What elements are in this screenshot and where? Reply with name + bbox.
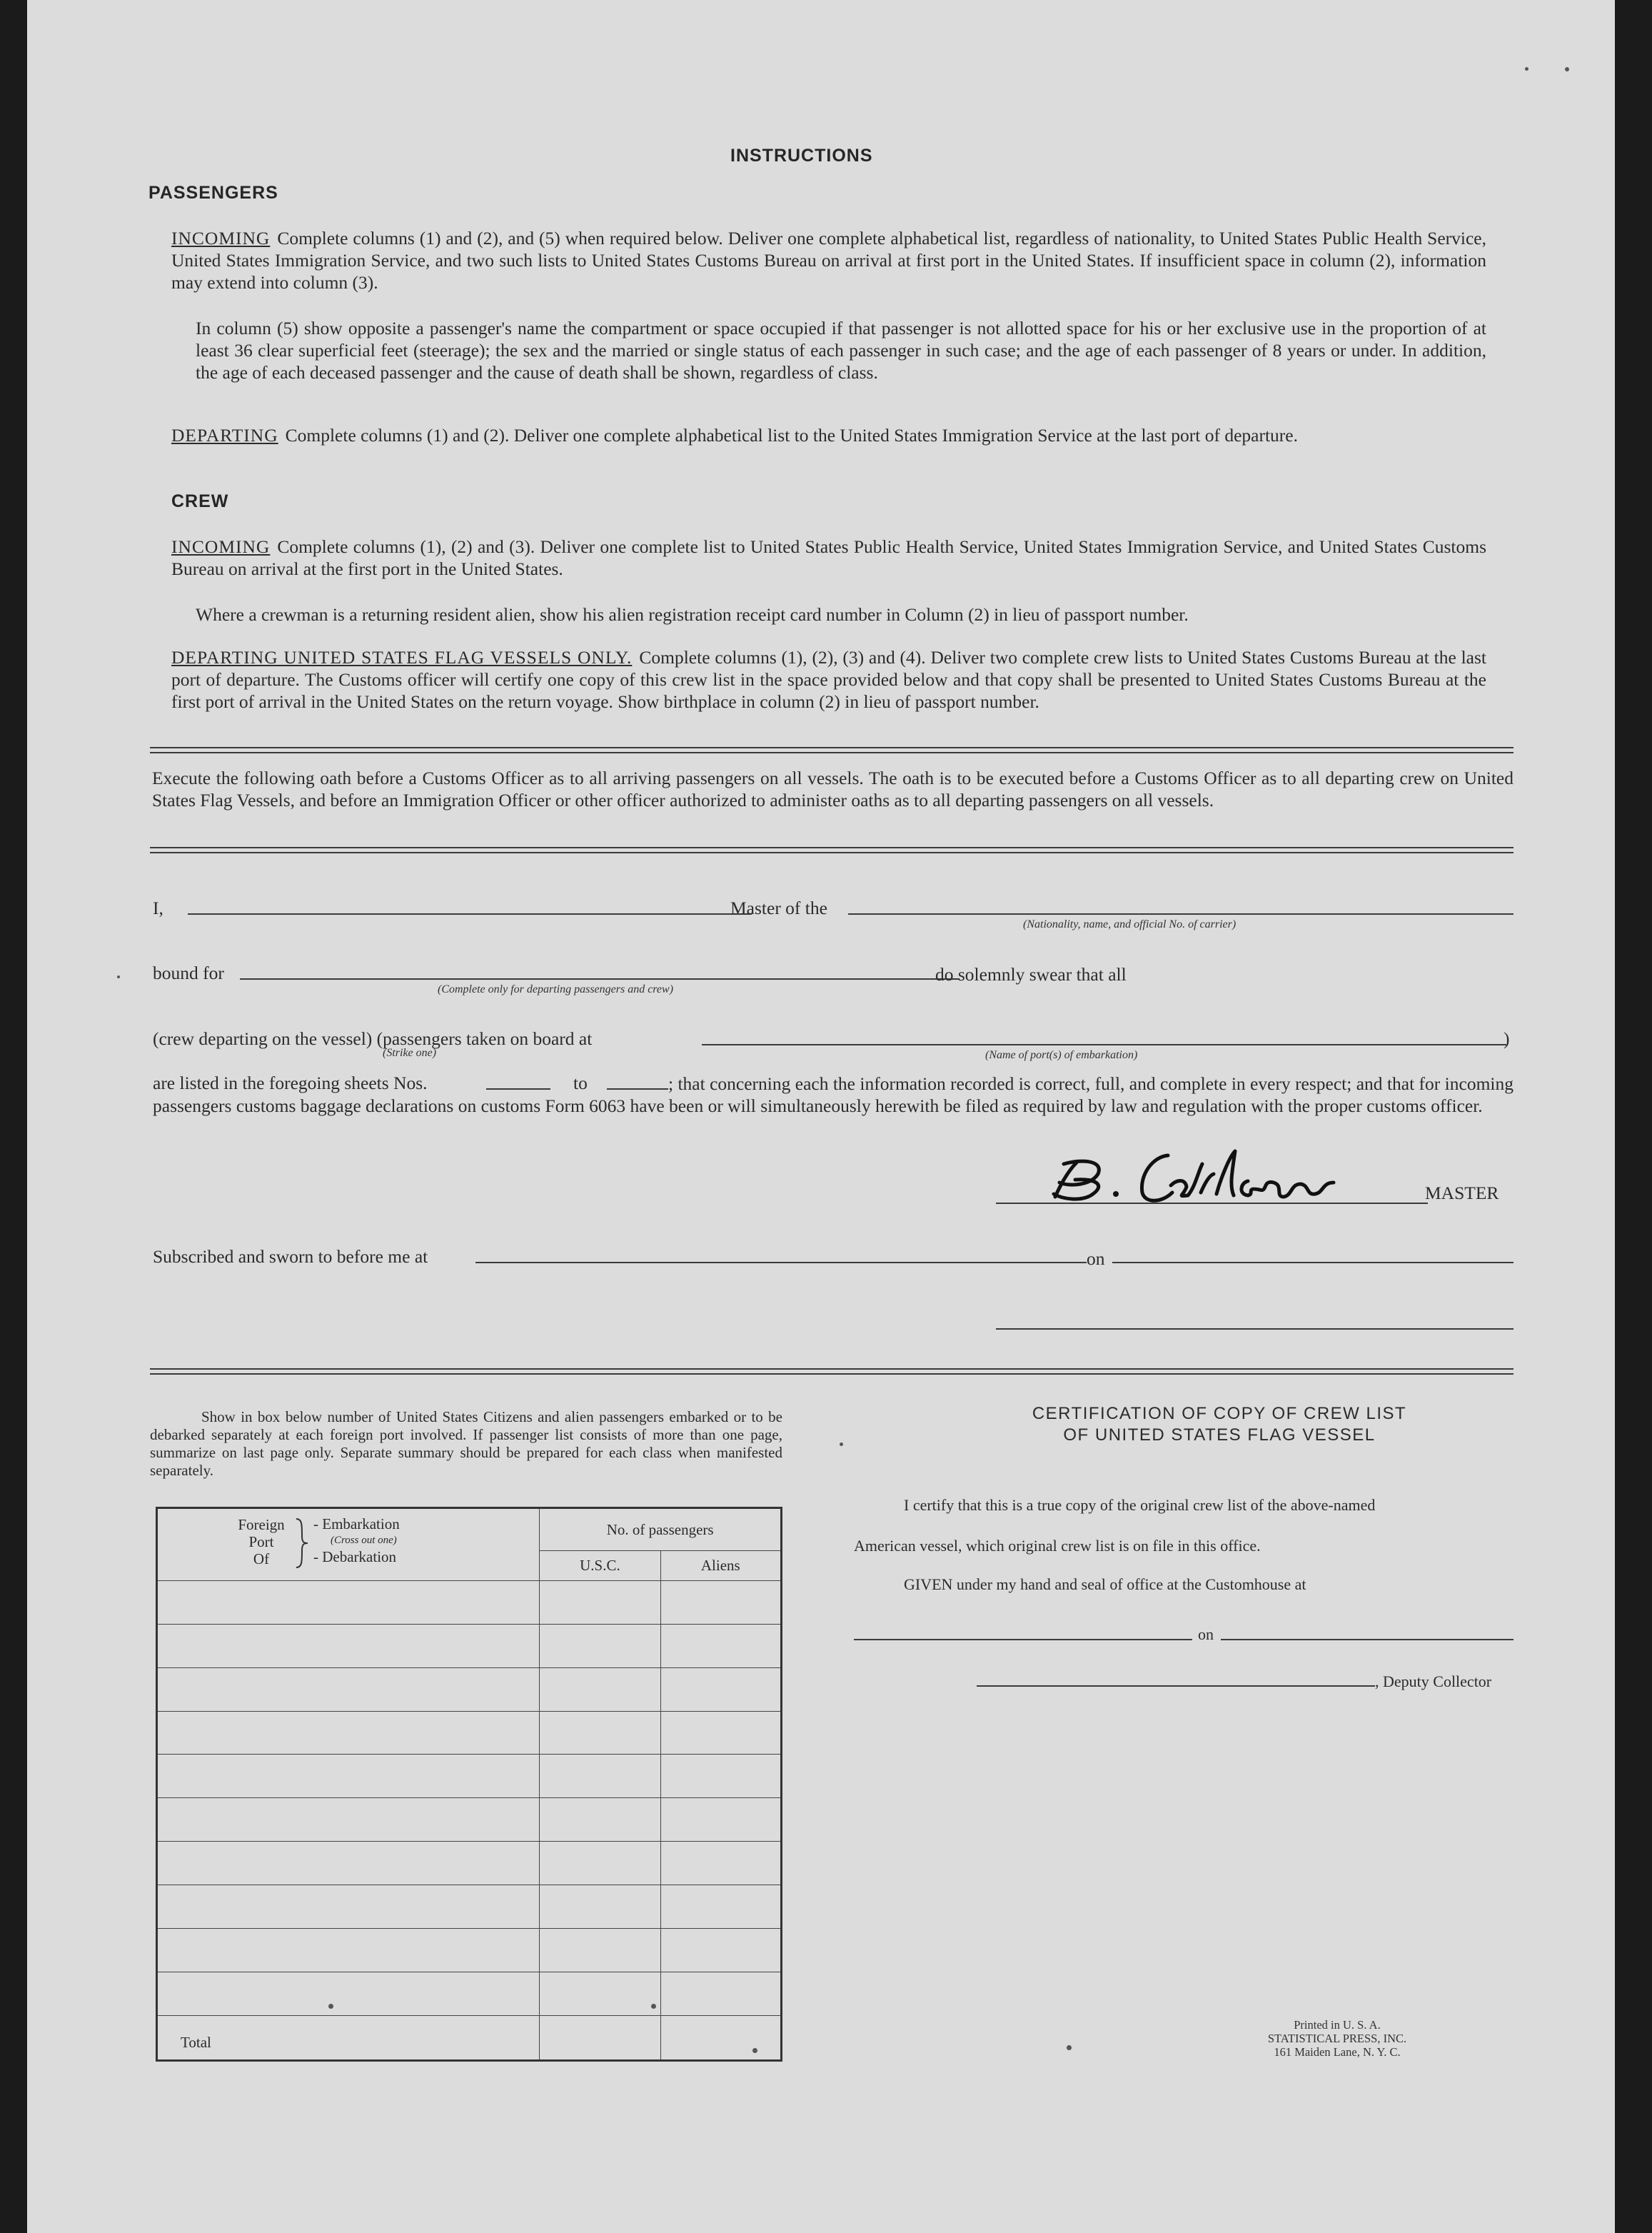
brace-icon (293, 1517, 309, 1569)
customhouse-field[interactable] (854, 1639, 1192, 1640)
crew-incoming-text: Complete columns (1), (2) and (3). Deliver one complete list to United States Public Health Service, United States Immigration Service, and United States Customs Bureau on arrival at the first port in the United States. (171, 536, 1486, 579)
certification-line-1: I certify that this is a true copy of the original crew list of the above-named (904, 1496, 1376, 1514)
table-row (157, 1928, 782, 1972)
passengers-incoming-label: INCOMING (171, 228, 271, 249)
scan-speck (651, 2004, 656, 2009)
printer-line-1: Printed in U. S. A. (1294, 2018, 1381, 2032)
port-cell[interactable] (157, 1755, 540, 1798)
passengers-incoming-text: Complete columns (1) and (2), and (5) when required below. Deliver one complete alphabetical list, regardless of nationality, to United States Public Health Service, United States Immigration Service, and two such lists to United States Customs Bureau on arrival at first port in the United States. If insufficient space in column (2), information may extend into column (3). (171, 228, 1486, 293)
section-divider (150, 747, 1514, 753)
usc-cell[interactable] (540, 1624, 660, 1667)
table-row (157, 1624, 782, 1667)
scan-speck (752, 2048, 757, 2053)
usc-cell[interactable] (540, 1755, 660, 1798)
certification-line-3: GIVEN under my hand and seal of office at the Customhouse at (904, 1575, 1306, 1593)
summary-note: Show in box below number of United States Citizens and alien passengers embarked or to be debarked separately at each foreign port involved. If passenger list consists of more than one page, summarize on last page only. Separate summary should be prepared for each class when manifested separately. (150, 1408, 782, 1479)
crew-departing-label: (crew departing on the vessel) (passengers taken on board at (153, 1028, 593, 1049)
no-passengers-header: No. of passengers (540, 1508, 782, 1551)
aliens-cell[interactable] (660, 1972, 781, 2015)
table-row (157, 1972, 782, 2015)
sheets-label: are listed in the foregoing sheets Nos. (153, 1073, 428, 1093)
bound-for-hint: (Complete only for departing passengers and crew) (438, 983, 674, 995)
certification-heading-1: CERTIFICATION OF COPY OF CREW LIST (1032, 1404, 1407, 1423)
master-of-the-label: Master of the (730, 898, 827, 918)
column5-paragraph: In column (5) show opposite a passenger's name the compartment or space occupied if that passenger is not allotted space for his or her exclusive use in the proportion of at least 36 clear superficial feet (steerage); the sex and the married or single status of each passenger in such case; and the age of each passenger of 8 years or under. In addition, the age of each deceased passenger and the cause of death shall be shown, regardless of class. (196, 318, 1486, 383)
aliens-cell[interactable] (660, 1885, 781, 1929)
foreign-port-header (157, 1508, 540, 1581)
port-label: Port (248, 1533, 274, 1550)
crew-incoming-label: INCOMING (171, 536, 271, 557)
close-paren: ) (1504, 1028, 1510, 1049)
flag-vessels-label: DEPARTING UNITED STATES FLAG VESSELS ONLY. (171, 647, 633, 668)
port-cell[interactable] (157, 1842, 540, 1885)
port-hint: (Name of port(s) of embarkation) (985, 1049, 1138, 1061)
sworn-date-field[interactable] (1112, 1262, 1514, 1263)
sheets-statement: ; that concerning each the information recorded is correct, full, and complete in every respect; and that for incoming passengers customs baggage declarations on customs Form 6063 have been or will simultaneously herewith be filed as required by law and regulation with the proper customs officer. (153, 1073, 1514, 1116)
scan-speck (1067, 2045, 1072, 2050)
crewman-paragraph: Where a crewman is a returning resident alien, show his alien registration receipt card number in Column (2) in lieu of passport number. (196, 604, 1189, 625)
cross-out-hint: (Cross out one) (331, 1535, 397, 1546)
officer-signature-line[interactable] (996, 1328, 1514, 1330)
scan-speck (840, 1442, 843, 1446)
deputy-collector-label: , Deputy Collector (1375, 1672, 1492, 1690)
usc-cell[interactable] (540, 1798, 660, 1842)
table-row (157, 1755, 782, 1798)
section-divider (150, 1368, 1514, 1375)
printer-imprint (1241, 2018, 1434, 2059)
usc-cell[interactable] (540, 1972, 660, 2015)
aliens-cell[interactable] (660, 1842, 781, 1885)
usc-cell[interactable] (540, 1581, 660, 1625)
port-cell[interactable] (157, 1885, 540, 1929)
certification-line-2: American vessel, which original crew list is on file in this office. (854, 1537, 1261, 1555)
form-sheet (27, 0, 1615, 2233)
crew-incoming-paragraph (171, 536, 1486, 580)
bound-for-label: bound for (153, 963, 224, 983)
port-cell[interactable] (157, 1928, 540, 1972)
port-cell[interactable] (157, 1798, 540, 1842)
aliens-cell[interactable] (660, 1798, 781, 1842)
aliens-cell[interactable] (660, 1581, 781, 1625)
passengers-heading: PASSENGERS (148, 183, 278, 203)
strike-one-hint: (Strike one) (383, 1047, 437, 1059)
scan-speck (328, 2004, 333, 2009)
usc-header: U.S.C. (540, 1551, 660, 1581)
printer-line-3: 161 Maiden Lane, N. Y. C. (1274, 2045, 1401, 2059)
scan-speck (1565, 67, 1569, 71)
carrier-field[interactable] (848, 913, 1514, 915)
certification-date-field[interactable] (1221, 1639, 1514, 1640)
printer-line-2: STATISTICAL PRESS, INC. (1267, 2032, 1407, 2045)
instructions-title: INSTRUCTIONS (730, 146, 873, 166)
flag-vessels-text: Complete columns (1), (2), (3) and (4). Deliver two complete crew lists to United States Customs Bureau at the last port of departure. The Customs officer will certify one copy of this crew list in the space provided below and that copy shall be presented to United States Customs Bureau at the first port of arrival in the United States on the return voyage. Show birthplace in column (2) in lieu of passport number. (171, 647, 1486, 712)
master-name-field[interactable] (188, 913, 752, 915)
embarkation-port-field[interactable] (702, 1044, 1506, 1045)
aliens-cell[interactable] (660, 1711, 781, 1755)
port-cell[interactable] (157, 1581, 540, 1625)
port-cell[interactable] (157, 1667, 540, 1711)
master-signature-line[interactable] (996, 1203, 1428, 1204)
scan-speck (1525, 67, 1528, 71)
oath-intro: Execute the following oath before a Customs Officer as to all arriving passengers on all vessels. The oath is to be executed before a Customs Officer as to all departing crew on United States Flag Vessels, and before an Immigration Officer or other officer authorized to administer oaths as to all departing passengers on all vessels. (152, 768, 1514, 811)
master-signature (984, 1143, 1355, 1207)
sworn-place-field[interactable] (475, 1262, 1087, 1263)
swear-label: do solemnly swear that all (935, 964, 1127, 985)
table-row (157, 1581, 782, 1625)
usc-cell[interactable] (540, 1885, 660, 1929)
passengers-incoming-paragraph (171, 227, 1486, 293)
table-row (157, 1885, 782, 1929)
sworn-on-label: on (1087, 1248, 1105, 1269)
bound-for-field[interactable] (240, 978, 960, 980)
passengers-departing-paragraph (171, 424, 1486, 446)
deputy-collector-signature[interactable] (977, 1685, 1375, 1687)
table-row (157, 1842, 782, 1885)
port-cell[interactable] (157, 1972, 540, 2015)
passengers-departing-label: DEPARTING (171, 425, 278, 446)
certification-on-label: on (1198, 1625, 1214, 1643)
total-usc-cell[interactable] (540, 2015, 660, 2060)
aliens-cell[interactable] (660, 1928, 781, 1972)
total-label: Total (157, 2015, 540, 2060)
aliens-header: Aliens (660, 1551, 781, 1581)
port-cell[interactable] (157, 1624, 540, 1667)
debarkation-label: - Debarkation (313, 1548, 397, 1565)
aliens-cell[interactable] (660, 1755, 781, 1798)
table-row (157, 1667, 782, 1711)
scan-speck (117, 975, 120, 978)
aliens-cell[interactable] (660, 1667, 781, 1711)
table-row (157, 1711, 782, 1755)
subscribed-label: Subscribed and sworn to before me at (153, 1246, 428, 1267)
usc-cell[interactable] (540, 1842, 660, 1885)
port-cell[interactable] (157, 1711, 540, 1755)
certification-heading-2: OF UNITED STATES FLAG VESSEL (1063, 1425, 1376, 1445)
of-label: Of (253, 1550, 270, 1567)
oath-i-label: I, (153, 898, 163, 918)
carrier-hint: (Nationality, name, and official No. of carrier) (1023, 918, 1237, 930)
passengers-departing-text: Complete columns (1) and (2). Deliver one complete alphabetical list to the United States Immigration Service at the last port of departure. (285, 425, 1298, 446)
sheets-to-label: to (573, 1073, 588, 1093)
table-row (157, 1798, 782, 1842)
total-aliens-cell[interactable] (660, 2015, 781, 2060)
section-divider (150, 847, 1514, 853)
flag-vessels-paragraph (171, 646, 1486, 713)
aliens-cell[interactable] (660, 1624, 781, 1667)
usc-cell[interactable] (540, 1711, 660, 1755)
passenger-summary-table (156, 1507, 782, 2062)
master-label: MASTER (1425, 1183, 1499, 1203)
usc-cell[interactable] (540, 1667, 660, 1711)
embarkation-label: - Embarkation (313, 1515, 400, 1532)
crew-heading: CREW (171, 491, 229, 511)
foreign-label: Foreign (238, 1516, 285, 1533)
usc-cell[interactable] (540, 1928, 660, 1972)
